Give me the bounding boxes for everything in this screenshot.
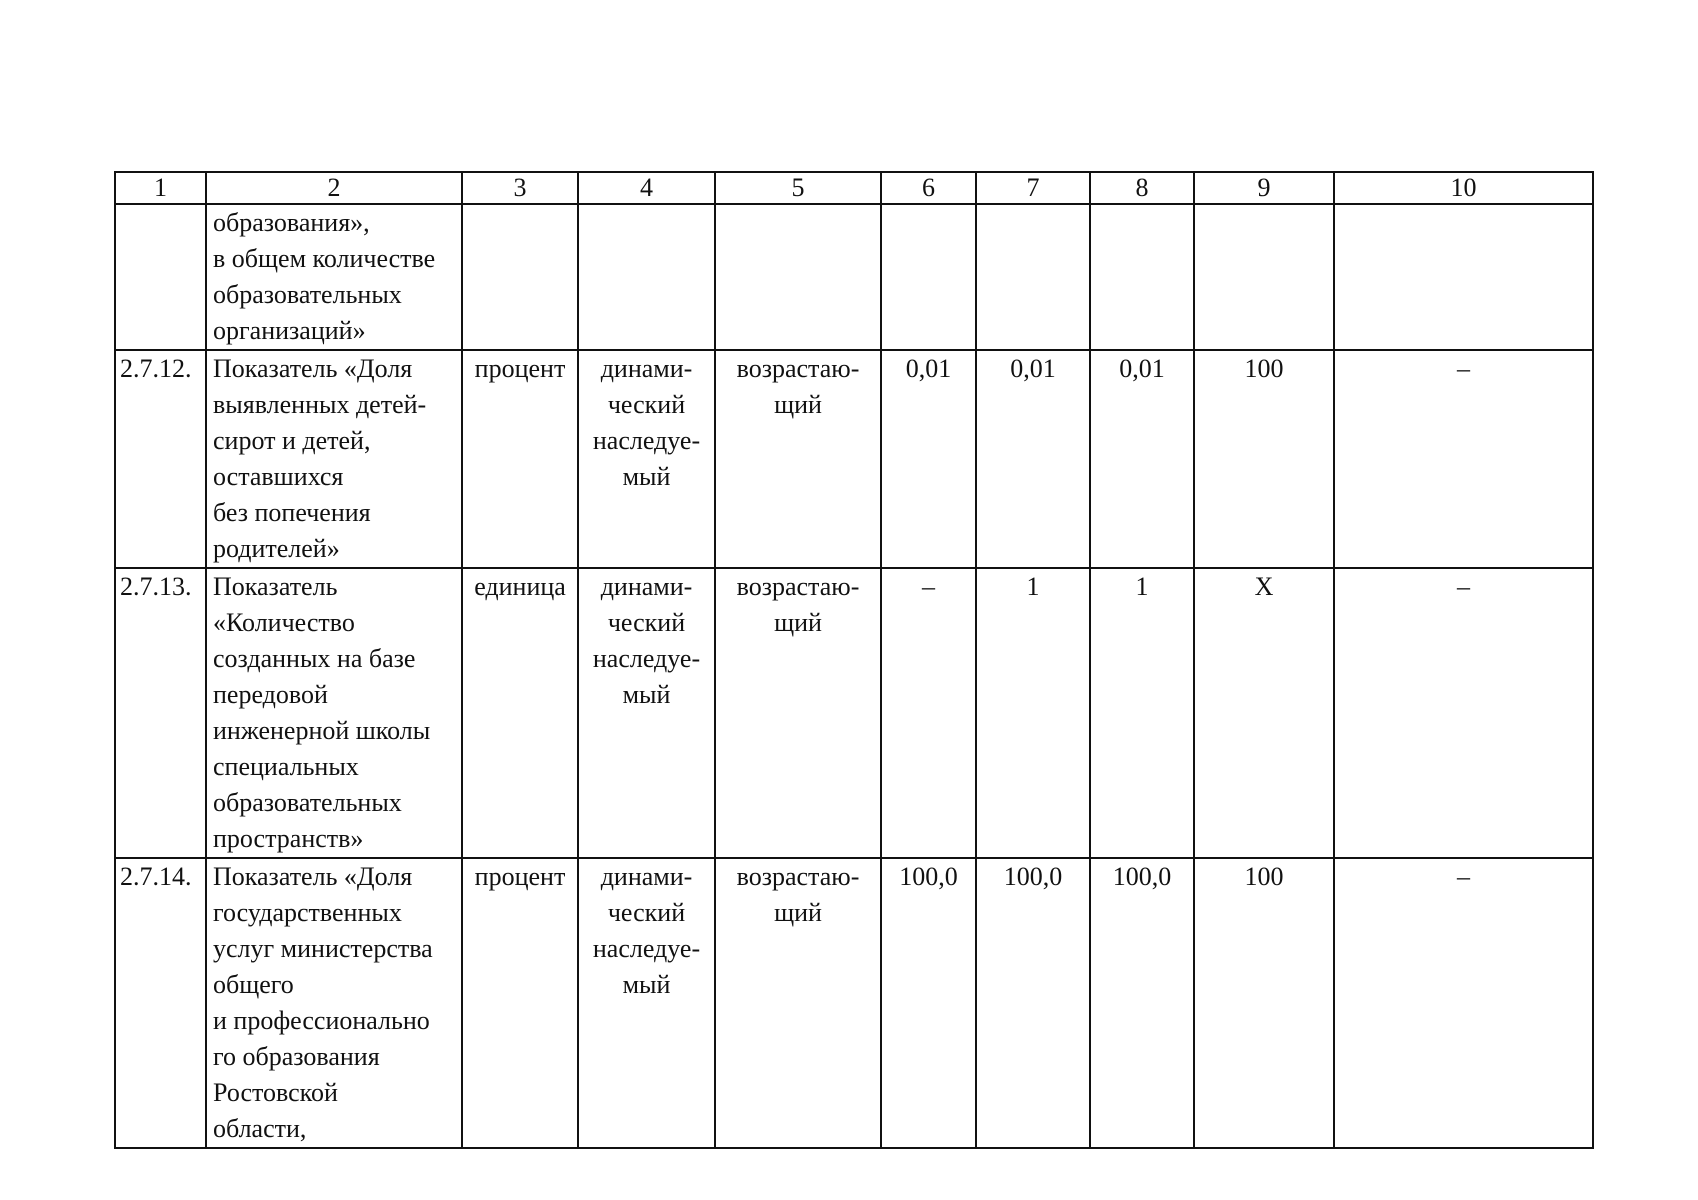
column-number: 2 xyxy=(206,172,462,204)
indicator-number: 2.7.12. xyxy=(115,350,206,568)
value-cell xyxy=(1090,204,1194,350)
direction-cell xyxy=(715,204,881,350)
value-cell: 0,01 xyxy=(976,350,1090,568)
value-cell: – xyxy=(1334,858,1593,1148)
column-number: 8 xyxy=(1090,172,1194,204)
column-number: 7 xyxy=(976,172,1090,204)
value-cell: – xyxy=(1334,350,1593,568)
unit-cell: процент xyxy=(462,858,578,1148)
value-cell: 100 xyxy=(1194,858,1334,1148)
value-cell: – xyxy=(1334,568,1593,858)
indicator-type-cell: динами- ческий наследуе- мый xyxy=(578,568,715,858)
value-cell xyxy=(976,204,1090,350)
value-cell: 1 xyxy=(976,568,1090,858)
indicator-name: Показатель «Доля выявленных детей- сирот и детей, оставшихся без попечения родителей» xyxy=(206,350,462,568)
column-number: 6 xyxy=(881,172,976,204)
column-number: 5 xyxy=(715,172,881,204)
indicator-name: образования», в общем количестве образовательных организаций» xyxy=(206,204,462,350)
table-row xyxy=(115,568,1593,858)
value-cell: Х xyxy=(1194,568,1334,858)
indicator-number xyxy=(115,204,206,350)
column-number: 1 xyxy=(115,172,206,204)
direction-cell: возрастаю- щий xyxy=(715,858,881,1148)
column-number: 10 xyxy=(1334,172,1593,204)
table-row xyxy=(115,204,1593,350)
indicator-type-cell xyxy=(578,204,715,350)
value-cell: 100,0 xyxy=(1090,858,1194,1148)
unit-cell: единица xyxy=(462,568,578,858)
value-cell: 100,0 xyxy=(881,858,976,1148)
column-number: 4 xyxy=(578,172,715,204)
unit-cell xyxy=(462,204,578,350)
indicator-number: 2.7.13. xyxy=(115,568,206,858)
value-cell xyxy=(1194,204,1334,350)
column-number: 3 xyxy=(462,172,578,204)
table-row xyxy=(115,858,1593,1148)
direction-cell: возрастаю- щий xyxy=(715,568,881,858)
indicator-type-cell: динами- ческий наследуе- мый xyxy=(578,858,715,1148)
column-number: 9 xyxy=(1194,172,1334,204)
indicator-number: 2.7.14. xyxy=(115,858,206,1148)
indicator-name: Показатель «Доля государственных услуг министерства общего и профессионально го образования Ростовской области, xyxy=(206,858,462,1148)
value-cell: 1 xyxy=(1090,568,1194,858)
column-number-row xyxy=(115,172,1593,204)
unit-cell: процент xyxy=(462,350,578,568)
value-cell xyxy=(881,204,976,350)
value-cell: 100 xyxy=(1194,350,1334,568)
value-cell: 100,0 xyxy=(976,858,1090,1148)
indicators-table xyxy=(114,171,1594,1149)
value-cell: 0,01 xyxy=(1090,350,1194,568)
table-row xyxy=(115,350,1593,568)
direction-cell: возрастаю- щий xyxy=(715,350,881,568)
indicator-type-cell: динами- ческий наследуе- мый xyxy=(578,350,715,568)
indicator-name: Показатель «Количество созданных на базе передовой инженерной школы специальных образовательных пространств» xyxy=(206,568,462,858)
value-cell: 0,01 xyxy=(881,350,976,568)
value-cell xyxy=(1334,204,1593,350)
value-cell: – xyxy=(881,568,976,858)
